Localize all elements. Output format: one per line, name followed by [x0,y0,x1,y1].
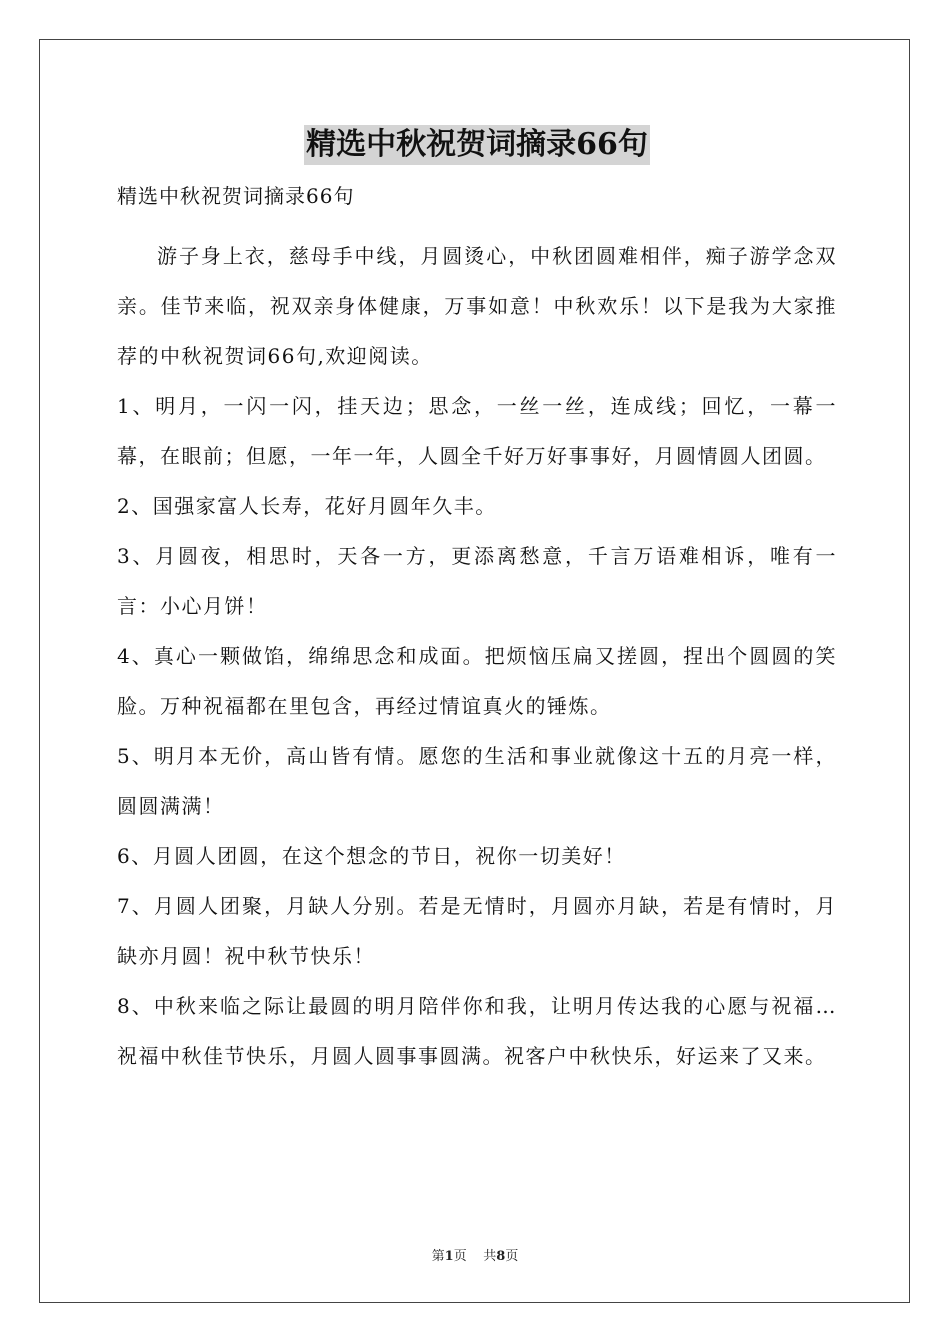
intro-paragraph: 游子身上衣，慈母手中线，月圆烫心，中秋团圆难相伴，痴子游学念双亲。佳节来临，祝双亲身体健康，万事如意！中秋欢乐！以下是我为大家推荐的中秋祝贺词66句,欢迎阅读。 [117,244,837,368]
list-item: 4、真心一颗做馅，绵绵思念和成面。把烦恼压扁又搓圆，捏出个圆圆的笑脸。万种祝福都在里包含，再经过情谊真火的锤炼。 [117,644,837,718]
total-suffix: 页 [505,1249,519,1264]
document-body [117,125,837,1081]
list-item: 7、月圆人团聚，月缺人分别。若是无情时，月圆亦月缺，若是有情时，月缺亦月圆！祝中秋节快乐！ [117,894,837,968]
page-footer [0,1248,950,1266]
list-item: 5、明月本无价，高山皆有情。愿您的生活和事业就像这十五的月亮一样，圆圆满满！ [117,744,837,818]
page-prefix: 第 [431,1249,445,1264]
list-item: 1、明月，一闪一闪，挂天边；思念，一丝一丝，连成线；回忆，一幕一幕，在眼前；但愿，一年一年，人圆全千好万好事事好，月圆情圆人团圆。 [117,394,837,468]
document-title: 精选中秋祝贺词摘录66句 [304,125,650,165]
list-item: 8、中秋来临之际让最圆的明月陪伴你和我，让明月传达我的心愿与祝福…祝福中秋佳节快乐，月圆人圆事事圆满。祝客户中秋快乐，好运来了又来。 [117,994,837,1068]
list-item: 3、月圆夜，相思时，天各一方，更添离愁意，千言万语难相诉，唯有一言：小心月饼！ [117,544,837,618]
page-suffix: 页 [453,1249,467,1264]
page-current: 1 [444,1249,454,1264]
total-prefix: 共 [483,1249,497,1264]
list-item: 6、月圆人团圆，在这个想念的节日，祝你一切美好！ [117,844,626,868]
document-subtitle: 精选中秋祝贺词摘录66句 [117,184,355,208]
page-total: 8 [496,1249,506,1264]
title-wrap [117,125,837,169]
list-item: 2、国强家富人长寿，花好月圆年久丰。 [117,494,497,518]
